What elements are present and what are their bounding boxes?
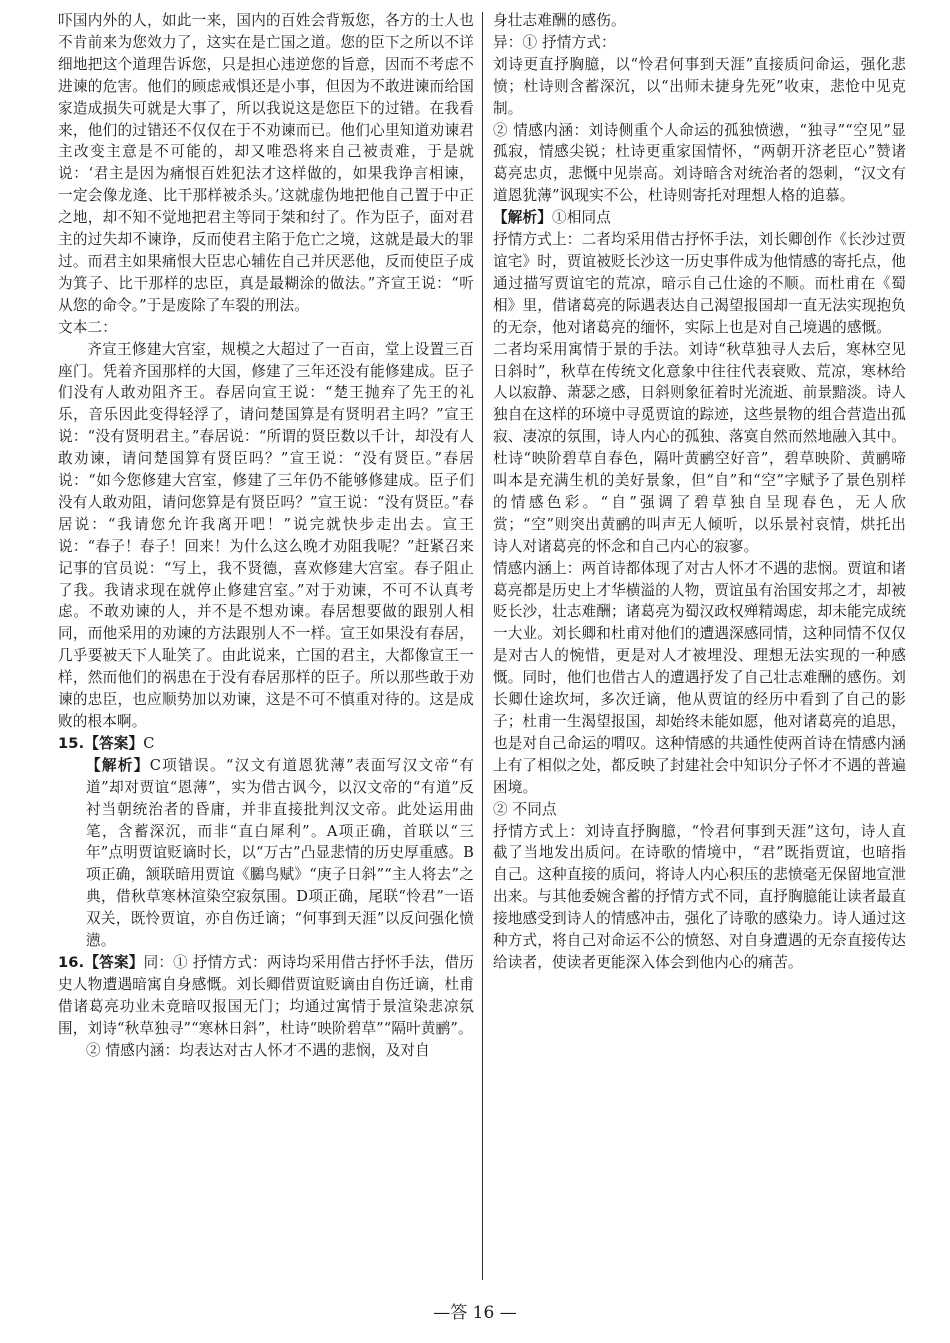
q16-continuation: 身壮志难酬的感伤。: [493, 12, 626, 29]
question-15-analysis-text: C项错误。“汉文有道恩犹薄”表面写汉文帝“有道”却对贾谊“恩薄”，实为借古讽今，以汉文帝的“有道”反衬当朝统治者的昏庸，并非直接批判汉文帝。此处运用曲笔，含蓄深沉，而非“直白犀利”。A项正确，首联以“三年”点明贾谊贬谪时长，以“万古”凸显悲情的历史厚重感。B项正确，颔联暗用贾谊《鵩鸟赋》“庚子日斜”“主人将去”之典，借秋草寒林渲染空寂氛围。D项正确，尾联“怜君”一语双关，既怜贾谊，亦自伤迁谪；“何事到天涯”以反问强化愤懑。: [86, 756, 474, 950]
q16-diff-lyric-method: 刘诗更直抒胸臆，以“怜君何事到天涯”直接质问命运，强化悲愤；杜诗则含蓄深沉，以“出师未捷身先死”收束，悲怆中见克制。: [493, 55, 906, 117]
question-16-same-emotion: ② 情感内涵：均表达对古人怀才不遇的悲悯，及对自: [86, 1041, 430, 1059]
analysis-diff-heading: ② 不同点: [493, 800, 557, 818]
page-number: —答 16 —: [433, 1303, 517, 1323]
answer-tag: 【答案】: [84, 734, 144, 752]
text2-body: 齐宣王修建大宫室，规模之大超过了一百亩，堂上设置三百座门。凭着齐国那样的大国，修建了三年还没有能修建成。臣子们没有人敢劝阻齐王。春居向宣王说：“楚王抛弃了先王的礼乐，音乐因此变得轻浮了，请问楚国算是有贤明君主吗？”宣王说：“没有贤明君主。”春居说：“所谓的贤臣数以千计，却没有人敢劝谏，请问楚国算有贤臣吗？”宣王说：“没有贤臣。”春居说：“如今您修建大宫室，修建了三年仍不能够修建成。臣子们没有人敢劝阻，请问您算是有贤臣吗？”宣王说：“没有贤臣。”春居说：“我请您允许我离开吧！”说完就快步走出去。宣王说：“春子！春子！回来！为什么这么晚才劝阻我呢？”赶紧召来记事的官员说：“写上，我不贤德，喜欢修建大宫室。春子阻止了我。我请求现在就停止修建宫室。”对于劝谏，不可不认真考虑。不敢劝谏的人，并不是不想劝谏。春居想要做的跟别人相同，而他采用的劝谏的方法跟别人不一样。宣王如果没有春居，几乎要被天下人耻笑了。由此说来，亡国的君主，大都像宣王一样，然而他们的祸患在于没有春居那样的臣子。所以那些敢于劝谏的忠臣，也应顺势加以劝谏，这是不可不慎重对待的。这是成败的根本啊。: [58, 340, 474, 730]
text1-continuation: 吓国内外的人，如此一来，国内的百姓会背叛您，各方的士人也不肯前来为您效力了，这实在是亡国之道。您的臣下之所以不详细地把这个道理告诉您，只是担心违逆您的旨意，因而不考虑不进谏的危害。他们的顾虑戒惧还是小事，但因为不敢进谏而给国家造成损失可就是大事了，所以我说这是您臣下的过错。在我看来，他们的过错还不仅仅在于不劝谏而已。他们心里知道劝谏君主改变主意是不可能的，却又唯恐将来自己被责难，于是就说：‘君主是因为痛恨百姓犯法才这样做的，如果我诤言相谏，一定会像龙逄、比干那样被杀头。’这就虚伪地把他自己置于中正之地，却不知不觉地把君主等同于桀和纣了。作为臣子，面对君主的过失却不谏诤，反而使君主陷于危亡之境，这就是最大的罪过。而君主如果痛恨大臣忠心辅佐自己并厌恶他，反而使臣子成为箕子、比干那样的忠臣，真是最糊涂的做法。”齐宣王说：“听从您的命令。”于是废除了车裂的刑法。: [58, 12, 474, 314]
question-15-answer: [58, 733, 474, 755]
q16-diff-emotion: ② 情感内涵：刘诗侧重个人命运的孤独愤懑，“独寻”“空见”显孤寂，情感尖锐；杜诗更重家国情怀，“两朝开济老臣心”赞诸葛亮忠贞，悲慨中见崇高。刘诗暗含对统治者的怨刺，“汉文有道恩犹薄”讽现实不公，杜诗则寄托对理想人格的追慕。: [493, 121, 906, 205]
left-column: [58, 10, 474, 1062]
q16-diff-label: 异：① 抒情方式：: [493, 33, 616, 51]
question-16-same-points: 同：① 抒情方式：两诗均采用借古抒怀手法，借历史人物遭遇暗寓自身感慨。刘长卿借贾谊贬谪由自伤迁谪，杜甫借诸葛亮功业未竟暗叹报国无门；均通过寓情于景渲染悲凉氛围，刘诗“秋草独寻”“寒林日斜”，杜诗“映阶碧草”“隔叶黄鹂”。: [58, 953, 474, 1037]
question-15-answer-value: C: [143, 734, 155, 752]
answer-tag: 【答案】: [84, 953, 144, 971]
text2-label: 文本二：: [58, 318, 117, 336]
analysis-scene-emotion: 二者均采用寓情于景的手法。刘诗“秋草独寻人去后，寒林空见日斜时”，秋草在传统文化意象中往往代表衰败、荒凉，寒林给人以寂静、萧瑟之感，日斜则象征着时光流逝、前景黯淡。诗人独自在这样的环境中寻觅贾谊的踪迹，这些景物的组合营造出孤寂、凄凉的氛围，诗人内心的孤独、落寞自然而然地融入其中。杜诗“映阶碧草自春色，隔叶黄鹂空好音”，碧草映阶、黄鹂啼叫本是充满生机的美好景象，但“自”和“空”字赋予了景色别样的情感色彩。“自”强调了碧草独自呈现春色，无人欣赏；“空”则突出黄鹂的叫声无人倾听，以乐景衬哀情，烘托出诗人对诸葛亮的怀念和自己内心的寂寥。: [493, 340, 906, 555]
analysis-tag: 【解析】: [86, 756, 150, 774]
question-16-number: 16.: [58, 953, 85, 971]
analysis-emotional-content: 情感内涵上：两首诗都体现了对古人怀才不遇的悲悯。贾谊和诸葛亮都是历史上才华横溢的人物，贾谊虽有治国安邦之才，却被贬长沙，壮志难酬；诸葛亮为蜀汉政权殚精竭虑，却未能完成统一大业。刘长卿和杜甫对他们的遭遇深感同情，这种同情不仅仅是对古人的惋惜，更是对人才被埋没、理想无法实现的一种感慨。同时，他们也借古人的遭遇抒发了自己壮志难酬的感伤。刘长卿仕途坎坷，多次迁谪，他从贾谊的经历中看到了自己的影子；杜甫一生渴望报国，却始终未能如愿，他对诸葛亮的追思，也是对自己命运的喟叹。这种情感的共通性使两首诗在情感内涵上有了相似之处，都反映了封建社会中知识分子怀才不遇的普遍困境。: [493, 559, 906, 796]
question-15-analysis: [58, 755, 474, 952]
analysis-tag: 【解析】: [493, 209, 552, 227]
analysis-same-heading: ①相同点: [551, 209, 611, 227]
question-15-number: 15.: [58, 734, 85, 752]
question-16-answer: [58, 952, 474, 1040]
right-column: [493, 10, 906, 974]
analysis-lyric-method: 抒情方式上：二者均采用借古抒怀手法，刘长卿创作《长沙过贾谊宅》时，贾谊被贬长沙这一历史事件成为他情感的寄托点，他通过描写贾谊宅的荒凉，暗示自己仕途的不顺。而杜甫在《蜀相》里，借诸葛亮的际遇表达自己渴望报国却一直无法实现抱负的无奈，他对诸葛亮的缅怀，实际上也是对自己境遇的感慨。: [493, 231, 906, 336]
column-divider: [482, 12, 483, 1280]
analysis-diff-lyric-method: 抒情方式上：刘诗直抒胸臆，“怜君何事到天涯”这句，诗人直截了当地发出质问。在诗歌的情境中，“君”既指贾谊，也暗指自己。这种直接的质问，将诗人内心积压的悲愤毫无保留地宣泄出来。与其他委婉含蓄的抒情方式不同，直抒胸臆能让读者最直接地感受到诗人的情感冲击，强化了诗歌的感染力。诗人通过这种方式，将自己对命运不公的愤怒、对自身遭遇的无奈直接传达给读者，使读者更能深入体会到他内心的痛苦。: [493, 822, 906, 971]
q16-analysis-heading: [493, 207, 906, 229]
